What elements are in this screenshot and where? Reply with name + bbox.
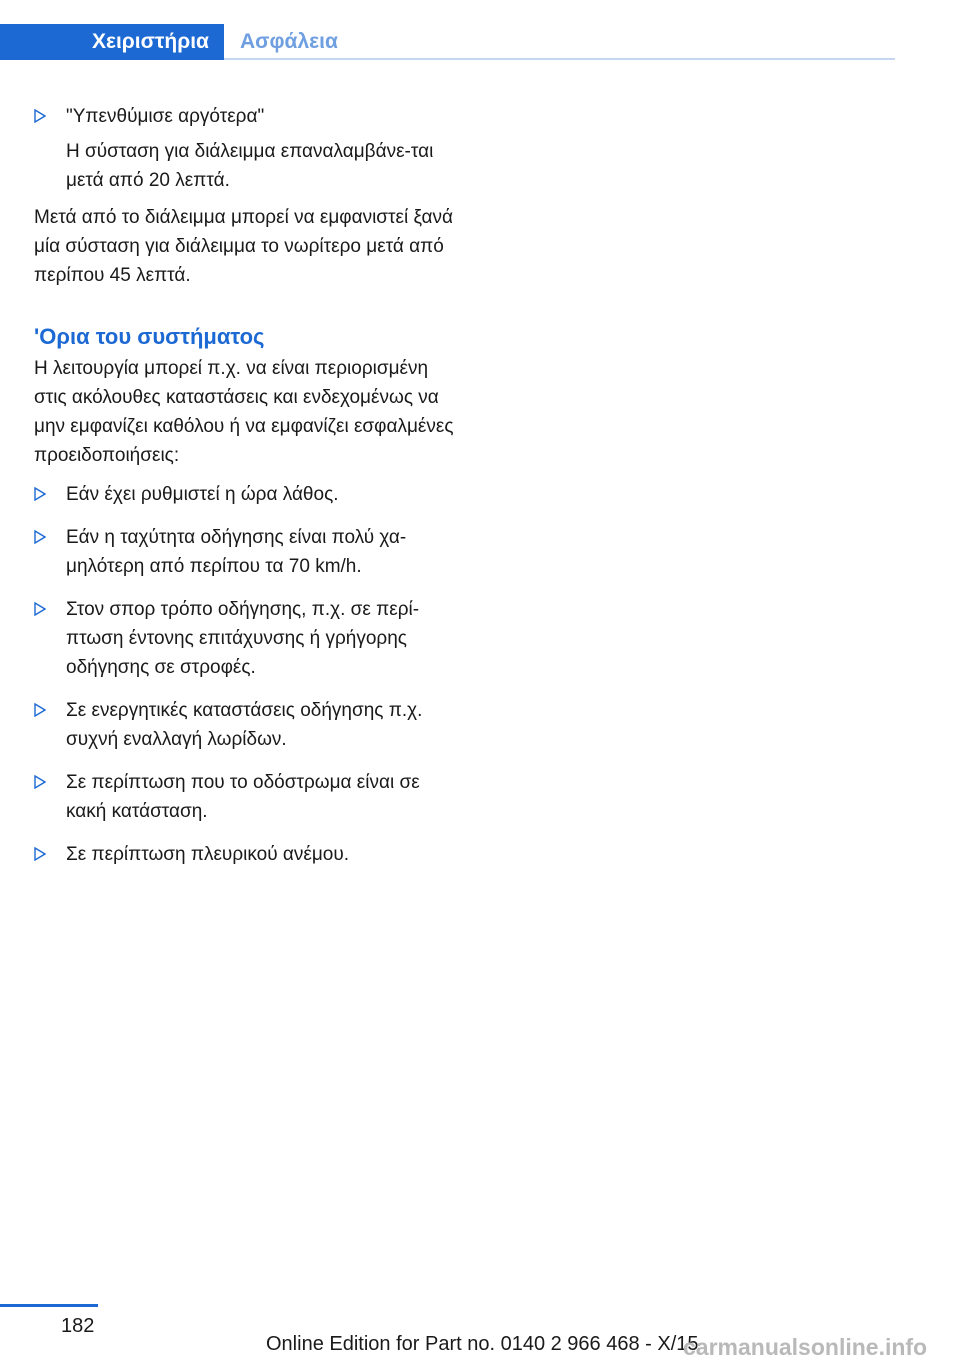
- footer-divider: [0, 1304, 98, 1307]
- list-item: [34, 595, 454, 682]
- list-item: [34, 840, 454, 869]
- option-description: Η σύσταση για διάλειμμα επαναλαμβάνε‐ται μετά από 20 λεπτά.: [66, 141, 434, 191]
- list-item-text: Σε περίπτωση που το οδόστρωμα είναι σε κακή κατάσταση.: [66, 772, 420, 822]
- list-item-text: Εάν η ταχύτητα οδήγησης είναι πολύ χα‐μηλότερη από περίπου τα 70 km/h.: [66, 527, 407, 577]
- triangle-bullet-icon: [34, 530, 46, 544]
- list-item: [34, 102, 454, 131]
- section-body: Η λειτουργία μπορεί π.χ. να είναι περιορισμένη στις ακόλουθες καταστάσεις και ενδεχομένως να μην εμφανίζει καθόλου ή να εμφανίζει εσφαλμένες προειδοποιήσεις:: [34, 358, 454, 466]
- list-item: [34, 696, 454, 754]
- page-number: 182: [61, 1315, 95, 1337]
- chapter-header: [0, 24, 895, 60]
- triangle-bullet-icon: [34, 703, 46, 717]
- list-item-text: Σε περίπτωση πλευρικού ανέμου.: [66, 844, 349, 865]
- section-heading: 'Ορια του συστήματος: [34, 324, 265, 349]
- triangle-bullet-icon: [34, 602, 46, 616]
- chapter-tab-inactive[interactable]: Ασφάλεια: [240, 30, 338, 53]
- page-content: [34, 102, 454, 869]
- chapter-tab-active[interactable]: Χειριστήρια: [0, 24, 224, 60]
- header-divider: [224, 58, 895, 60]
- edition-note: Online Edition for Part no. 0140 2 966 468 - X/15: [266, 1333, 699, 1355]
- list-item: [34, 523, 454, 581]
- list-item: [34, 480, 454, 509]
- triangle-bullet-icon: [34, 847, 46, 861]
- list-item: [34, 768, 454, 826]
- option-label: "Υπενθύμισε αργότερα": [66, 106, 265, 127]
- triangle-bullet-icon: [34, 487, 46, 501]
- limitations-list: [34, 480, 454, 869]
- list-item-text: Εάν έχει ρυθμιστεί η ώρα λάθος.: [66, 484, 339, 505]
- list-item-text: Σε ενεργητικές καταστάσεις οδήγησης π.χ. συχνή εναλλαγή λωρίδων.: [66, 700, 423, 750]
- triangle-bullet-icon: [34, 775, 46, 789]
- triangle-bullet-icon: [34, 109, 46, 123]
- intro-paragraph: Μετά από το διάλειμμα μπορεί να εμφανιστεί ξανά μία σύσταση για διάλειμμα το νωρίτερο μετά από περίπου 45 λεπτά.: [34, 207, 453, 286]
- list-item-text: Στον σπορ τρόπο οδήγησης, π.χ. σε περί‐πτωση έντονης επιτάχυνσης ή γρήγορης οδήγησης σε στροφές.: [66, 599, 420, 678]
- watermark: carmanualsonline.info: [683, 1334, 928, 1360]
